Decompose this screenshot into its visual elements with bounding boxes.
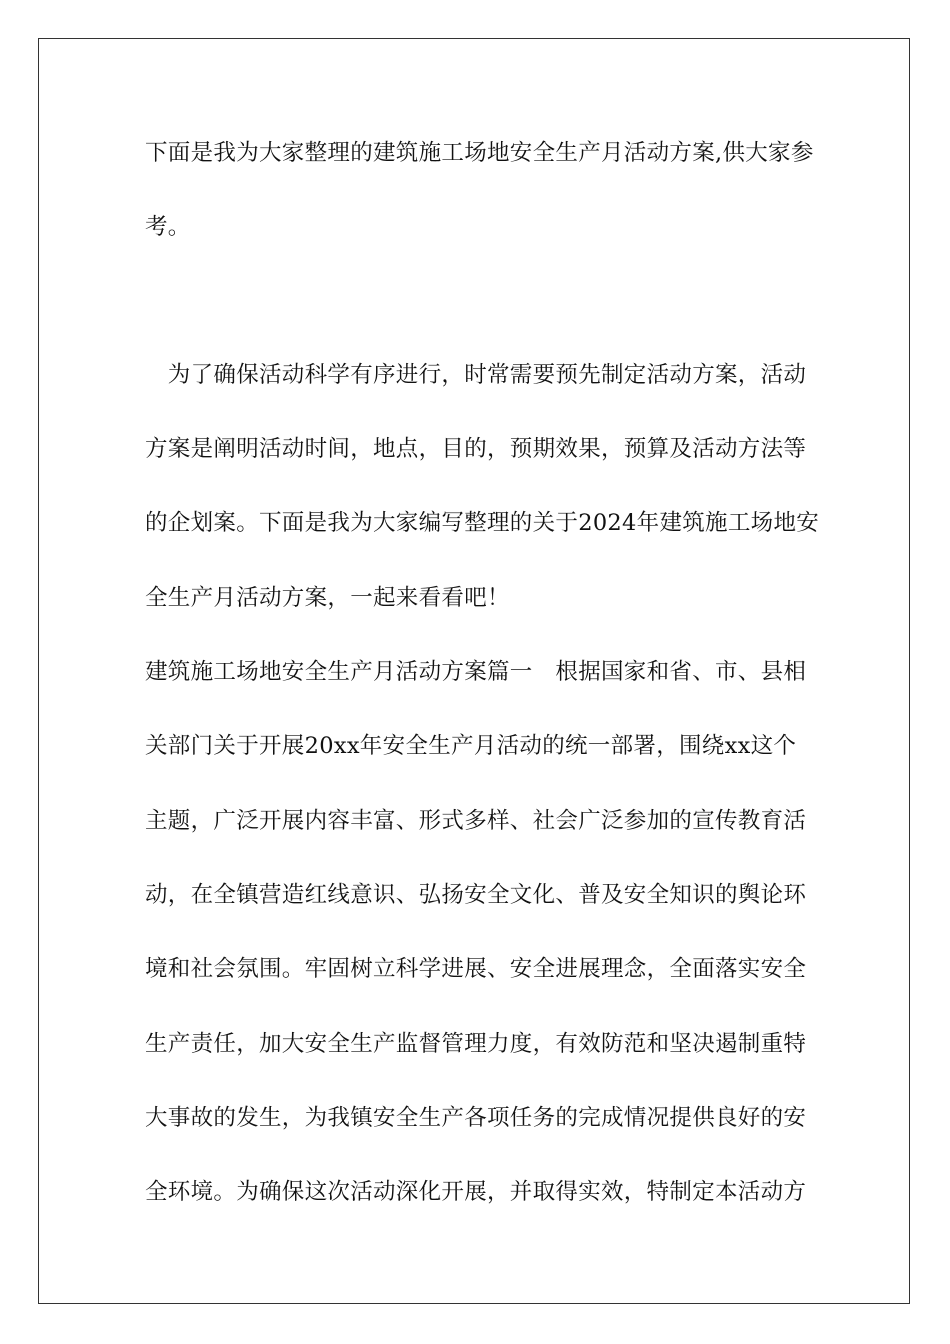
text-line: 建筑施工场地安全生产月活动方案篇一 根据国家和省、市、县相 (145, 659, 807, 685)
text-line: 的企划案。下面是我为大家编写整理的关于2024年建筑施工场地安 (145, 510, 820, 536)
text-line: 大事故的发生，为我镇安全生产各项任务的完成情况提供良好的安 (145, 1105, 807, 1131)
text-line: 全生产月活动方案，一起来看看吧！ (145, 585, 510, 611)
text-line: 考。 (145, 214, 191, 240)
text-line: 主题，广泛开展内容丰富、形式多样、社会广泛参加的宣传教育活 (145, 808, 807, 834)
text-line: 下面是我为大家整理的建筑施工场地安全生产月活动方案,供大家参 (145, 140, 814, 166)
text-line: 境和社会氛围。牢固树立科学进展、安全进展理念，全面落实安全 (145, 956, 807, 982)
text-line: 全环境。为确保这次活动深化开展，并取得实效，特制定本活动方 (145, 1179, 807, 1205)
text-line: 方案是阐明活动时间，地点，目的，预期效果，预算及活动方法等 (145, 436, 807, 462)
text-line: 关部门关于开展20xx年安全生产月活动的统一部署，围绕xx这个 (145, 733, 797, 759)
text-line: 为了确保活动科学有序进行，时常需要预先制定活动方案，活动 (145, 362, 807, 388)
text-line: 动，在全镇营造红线意识、弘扬安全文化、普及安全知识的舆论环 (145, 882, 807, 908)
text-line: 生产责任，加大安全生产监督管理力度，有效防范和坚决遏制重特 (145, 1031, 807, 1057)
